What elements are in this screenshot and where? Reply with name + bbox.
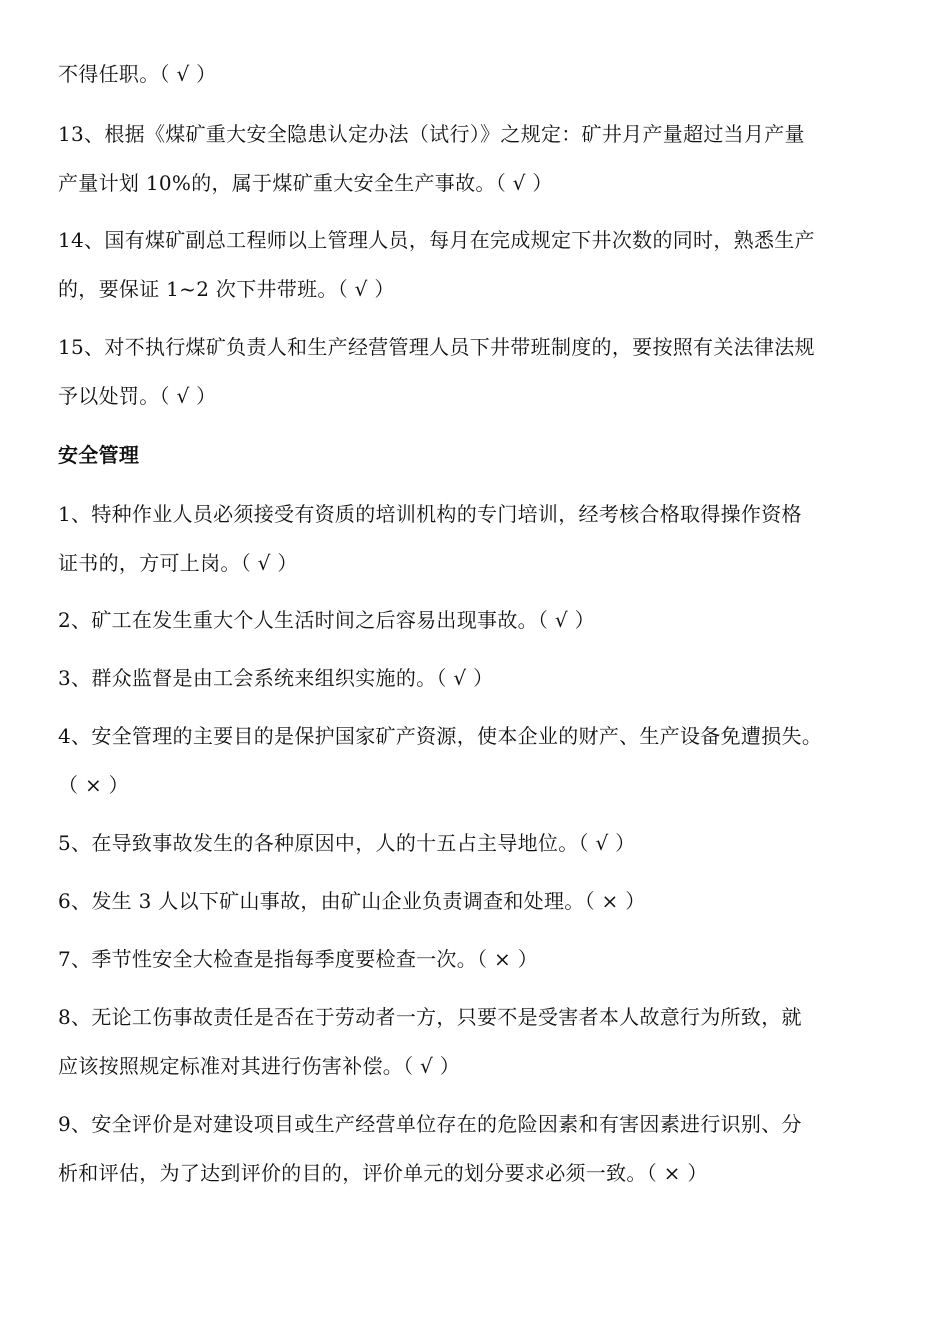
text-line: （ × ） [58,773,129,797]
text-line: 产量计划 10%的，属于煤矿重大安全生产事故。（ √ ） [58,171,553,195]
text-line: 8、无论工伤事故责任是否在于劳动者一方，只要不是受害者本人故意行为所致，就 [58,1005,802,1029]
text-line: 13、根据《煤矿重大安全隐患认定办法（试行）》之规定：矿井月产量超过当月产量 [58,122,805,146]
text-line: 不得任职。（ √ ） [58,62,217,86]
text-line: 证书的，方可上岗。（ √ ） [58,551,298,575]
text-line: 14、国有煤矿副总工程师以上管理人员，每月在完成规定下井次数的同时，熟悉生产 [58,228,815,252]
text-line: 15、对不执行煤矿负责人和生产经营管理人员下井带班制度的，要按照有关法律法规 [58,335,815,359]
text-line: 4、安全管理的主要目的是保护国家矿产资源，使本企业的财产、生产设备免遭损失。 [58,724,823,748]
text-line: 的，要保证 1~2 次下井带班。（ √ ） [58,277,395,301]
text-line: 6、发生 3 人以下矿山事故，由矿山企业负责调查和处理。（ × ） [58,889,646,913]
text-line: 析和评估，为了达到评价的目的，评价单元的划分要求必须一致。（ × ） [58,1161,708,1185]
text-line: 5、在导致事故发生的各种原因中，人的十五占主导地位。（ √ ） [58,831,636,855]
text-line: 9、安全评价是对建设项目或生产经营单位存在的危险因素和有害因素进行识别、分 [58,1112,802,1136]
text-line: 1、特种作业人员必须接受有资质的培训机构的专门培训，经考核合格取得操作资格 [58,502,802,526]
text-line: 予以处罚。（ √ ） [58,384,217,408]
text-line: 7、季节性安全大检查是指每季度要检查一次。（ × ） [58,947,538,971]
text-line: 应该按照规定标准对其进行伤害补偿。（ √ ） [58,1054,461,1078]
section-heading: 安全管理 [58,443,140,467]
text-line: 3、群众监督是由工会系统来组织实施的。（ √ ） [58,666,494,690]
text-line: 2、矿工在发生重大个人生活时间之后容易出现事故。（ √ ） [58,608,595,632]
